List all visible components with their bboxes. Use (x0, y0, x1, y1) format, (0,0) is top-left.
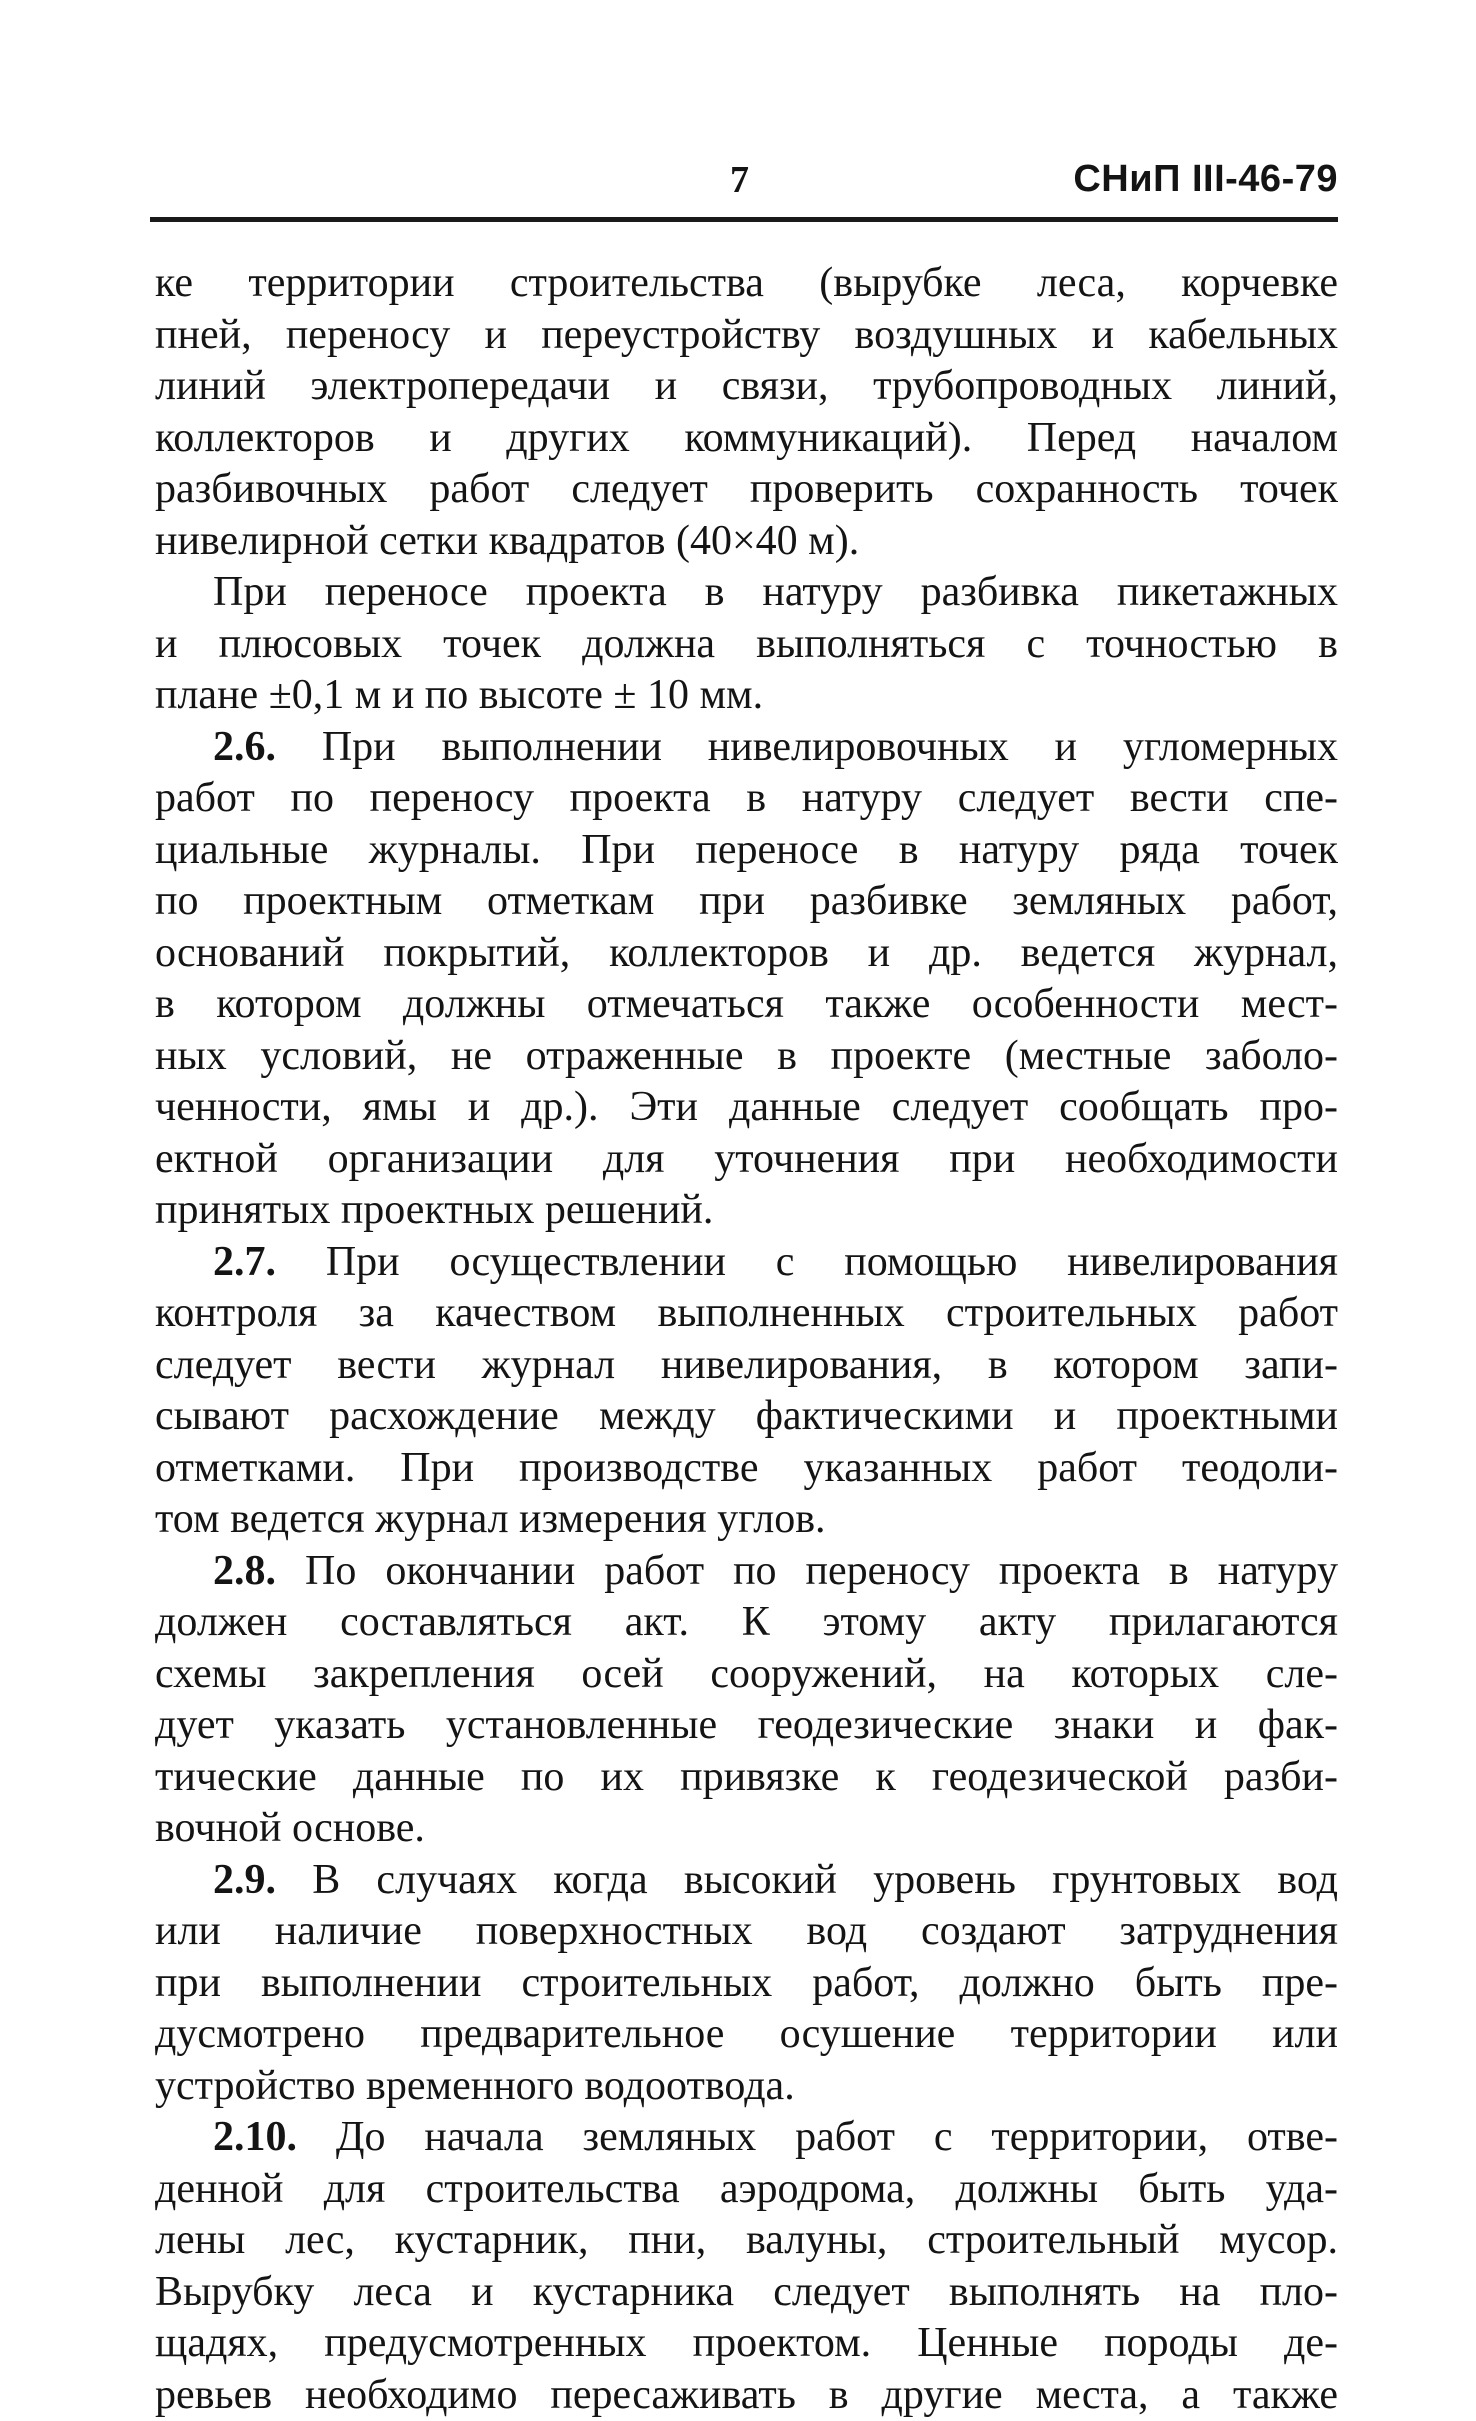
section-start-line (155, 1546, 1338, 1598)
text-line (155, 1803, 1338, 1855)
line-text: ектной организации для уточнения при необходимости (155, 1136, 1338, 1182)
line-text: линий электропередачи и связи, трубопроводных линий, (155, 363, 1338, 409)
text-line (155, 1494, 1338, 1546)
line-text: По окончании работ по переносу проекта в натуру (305, 1548, 1338, 1594)
line-text: дует указать установленные геодезические знаки и фак- (155, 1702, 1338, 1748)
text-line (155, 1752, 1338, 1804)
line-text: том ведется журнал измерения углов. (155, 1496, 826, 1542)
text-line (155, 413, 1338, 465)
line-text: ченности, ямы и др.). Эти данные следует сообщать про- (155, 1084, 1338, 1130)
line-text: дусмотрено предварительное осушение территории или (155, 2011, 1338, 2057)
line-text: В случаях когда высокий уровень грунтовых вод (312, 1857, 1338, 1903)
body-text (155, 258, 1338, 2421)
section-start-line (155, 1855, 1338, 1907)
line-text: оснований покрытий, коллекторов и др. ведется журнал, (155, 930, 1338, 976)
line-text: плане ±0,1 м и по высоте ± 10 мм. (155, 672, 763, 718)
text-line (155, 1082, 1338, 1134)
line-text: лены лес, кустарник, пни, валуны, строительный мусор. (155, 2217, 1338, 2263)
text-line (155, 1134, 1338, 1186)
line-text: Вырубку леса и кустарника следует выполнять на пло- (155, 2269, 1338, 2315)
text-line (155, 258, 1338, 310)
text-line (155, 1185, 1338, 1237)
line-text: контроля за качеством выполненных строительных работ (155, 1290, 1338, 1336)
text-line (155, 619, 1338, 671)
text-line (155, 464, 1338, 516)
text-line (155, 1443, 1338, 1495)
line-text: следует вести журнал нивелирования, в котором запи- (155, 1342, 1338, 1388)
text-line (155, 2370, 1338, 2421)
section-number: 2.6. (213, 724, 276, 770)
text-line (155, 979, 1338, 1031)
line-text: отметками. При производстве указанных работ теодоли- (155, 1445, 1338, 1491)
line-text: при выполнении строительных работ, должно быть пре- (155, 1960, 1338, 2006)
page-number: 7 (730, 158, 749, 202)
text-line (155, 876, 1338, 928)
line-text: денной для строительства аэродрома, должны быть уда- (155, 2166, 1338, 2212)
text-line (155, 1340, 1338, 1392)
section-number: 2.10. (213, 2114, 297, 2160)
line-text: разбивочных работ следует проверить сохранность точек (155, 466, 1338, 512)
text-line (155, 1906, 1338, 1958)
page-header (150, 150, 1338, 222)
line-text: по проектным отметкам при разбивке земляных работ, (155, 878, 1338, 924)
section-number: 2.7. (213, 1239, 276, 1285)
text-line (155, 2164, 1338, 2216)
text-line (155, 2215, 1338, 2267)
text-line (155, 2318, 1338, 2370)
text-line (155, 1391, 1338, 1443)
section-start-line (155, 1237, 1338, 1289)
line-text: ке территории строительства (вырубке леса, корчевке (155, 260, 1338, 306)
text-line (155, 2009, 1338, 2061)
line-text: До начала земляных работ с территории, отве- (336, 2114, 1338, 2160)
document-code: СНиП III-46-79 (1073, 158, 1338, 201)
line-text: тические данные по их привязке к геодезической разби- (155, 1754, 1338, 1800)
line-text: в котором должны отмечаться также особенности мест- (155, 981, 1338, 1027)
line-text: нивелирной сетки квадратов (40×40 м). (155, 518, 859, 564)
header-divider (150, 217, 1338, 222)
line-text: пней, переносу и переустройству воздушных и кабельных (155, 312, 1338, 358)
text-line (155, 1031, 1338, 1083)
text-line (155, 773, 1338, 825)
text-line (155, 928, 1338, 980)
line-text: вочной основе. (155, 1805, 425, 1851)
section-number: 2.9. (213, 1857, 276, 1903)
line-text: коллекторов и других коммуникаций). Перед началом (155, 415, 1338, 461)
line-text: щадях, предусмотренных проектом. Ценные породы де- (155, 2320, 1338, 2366)
line-text: ревьев необходимо пересаживать в другие места, а также (155, 2372, 1338, 2418)
line-text: или наличие поверхностных вод создают затруднения (155, 1908, 1338, 1954)
line-text: устройство временного водоотвода. (155, 2063, 795, 2109)
text-line (155, 2061, 1338, 2113)
section-number: 2.8. (213, 1548, 276, 1594)
line-text: принятых проектных решений. (155, 1187, 713, 1233)
line-text: должен составляться акт. К этому акту прилагаются (155, 1599, 1338, 1645)
text-line (155, 516, 1338, 568)
line-text: сывают расхождение между фактическими и проектными (155, 1393, 1338, 1439)
line-text: При переносе проекта в натуру разбивка пикетажных (213, 569, 1338, 615)
text-line (155, 567, 1338, 619)
text-line (155, 670, 1338, 722)
text-line (155, 310, 1338, 362)
line-text: При выполнении нивелировочных и угломерных (322, 724, 1338, 770)
text-line (155, 1700, 1338, 1752)
text-line (155, 825, 1338, 877)
line-text: схемы закрепления осей сооружений, на которых сле- (155, 1651, 1338, 1697)
text-line (155, 1649, 1338, 1701)
line-text: и плюсовых точек должна выполняться с точностью в (155, 621, 1338, 667)
text-line (155, 361, 1338, 413)
text-line (155, 2267, 1338, 2319)
line-text: ных условий, не отраженные в проекте (местные заболо- (155, 1033, 1338, 1079)
text-line (155, 1958, 1338, 2010)
text-line (155, 1597, 1338, 1649)
line-text: При осуществлении с помощью нивелирования (326, 1239, 1338, 1285)
line-text: работ по переносу проекта в натуру следует вести спе- (155, 775, 1338, 821)
text-line (155, 1288, 1338, 1340)
line-text: циальные журналы. При переносе в натуру ряда точек (155, 827, 1338, 873)
section-start-line (155, 2112, 1338, 2164)
section-start-line (155, 722, 1338, 774)
